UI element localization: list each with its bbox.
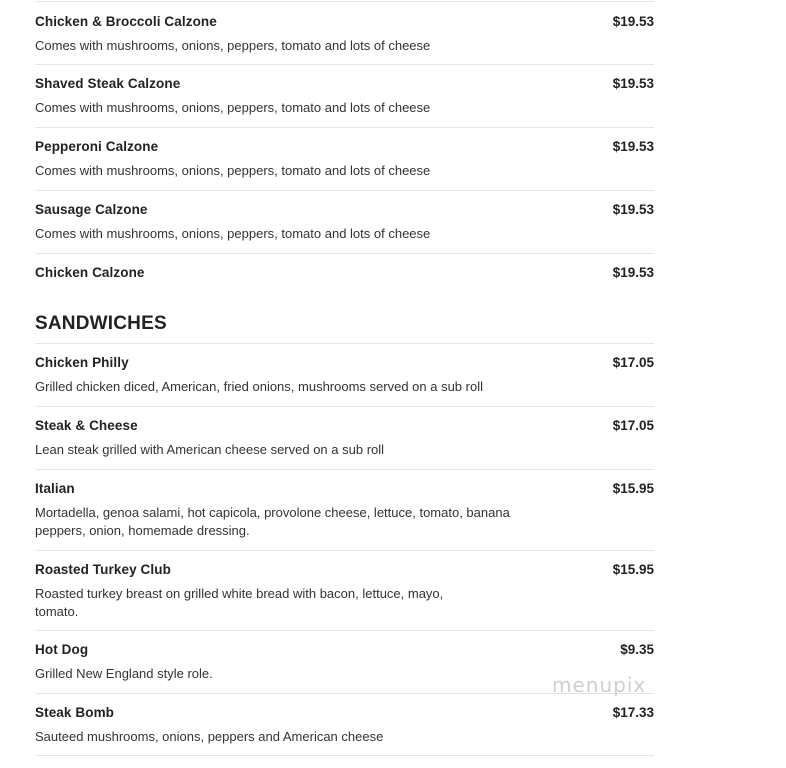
menu-item [35, 190, 654, 253]
item-name: Chicken & Broccoli Calzone [35, 14, 217, 29]
item-description: Comes with mushrooms, onions, peppers, tomato and lots of cheese [35, 38, 431, 53]
item-name: Hot Dog [35, 642, 89, 657]
item-description: Grilled New England style role. [35, 666, 213, 681]
item-price: $19.53 [612, 202, 654, 217]
menu-item [35, 1, 654, 64]
item-price: $19.53 [612, 76, 654, 91]
item-description: Sauteed mushrooms, onions, peppers and American cheese [35, 729, 384, 744]
watermark-logo: menupix [552, 673, 647, 697]
item-price: $17.33 [612, 705, 654, 720]
item-price: $17.05 [612, 355, 654, 370]
menu-item [35, 343, 654, 406]
item-price: $9.35 [620, 642, 654, 657]
item-description: Lean steak grilled with American cheese served on a sub roll [35, 442, 385, 457]
item-description: Mortadella, genoa salami, hot capicola, provolone cheese, lettuce, tomato, banana peppers, onion, homemade dressing. [35, 505, 510, 538]
item-description: Comes with mushrooms, onions, peppers, tomato and lots of cheese [35, 226, 431, 241]
item-name: Shaved Steak Calzone [35, 76, 181, 91]
menu-item [35, 469, 654, 550]
menu-item [35, 406, 654, 469]
menu-item [35, 693, 654, 756]
item-description: Comes with mushrooms, onions, peppers, tomato and lots of cheese [35, 163, 431, 178]
item-price: $17.05 [612, 418, 654, 433]
menu-item [35, 550, 654, 630]
section-title-sandwiches: SANDWICHES [35, 313, 167, 334]
item-price: $19.53 [612, 139, 654, 154]
item-name: Chicken Philly [35, 355, 129, 370]
menu-item [35, 64, 654, 127]
item-description: Grilled chicken diced, American, fried onions, mushrooms served on a sub roll [35, 379, 483, 394]
item-price: $15.95 [612, 481, 654, 496]
item-name: Steak & Cheese [35, 418, 138, 433]
item-name: Sausage Calzone [35, 202, 148, 217]
item-price: $19.53 [612, 265, 654, 280]
item-description: Comes with mushrooms, onions, peppers, tomato and lots of cheese [35, 100, 431, 115]
item-name: Steak Bomb [35, 705, 115, 720]
item-name: Chicken Calzone [35, 265, 145, 280]
item-name: Roasted Turkey Club [35, 562, 171, 577]
item-name: Pepperoni Calzone [35, 139, 159, 154]
item-name: Italian [35, 481, 75, 496]
menu-item [35, 253, 654, 293]
menu-item [35, 127, 654, 190]
item-price: $19.53 [612, 14, 654, 29]
item-description: Roasted turkey breast on grilled white bread with bacon, lettuce, mayo, tomato. [35, 586, 444, 619]
item-price: $15.95 [612, 562, 654, 577]
